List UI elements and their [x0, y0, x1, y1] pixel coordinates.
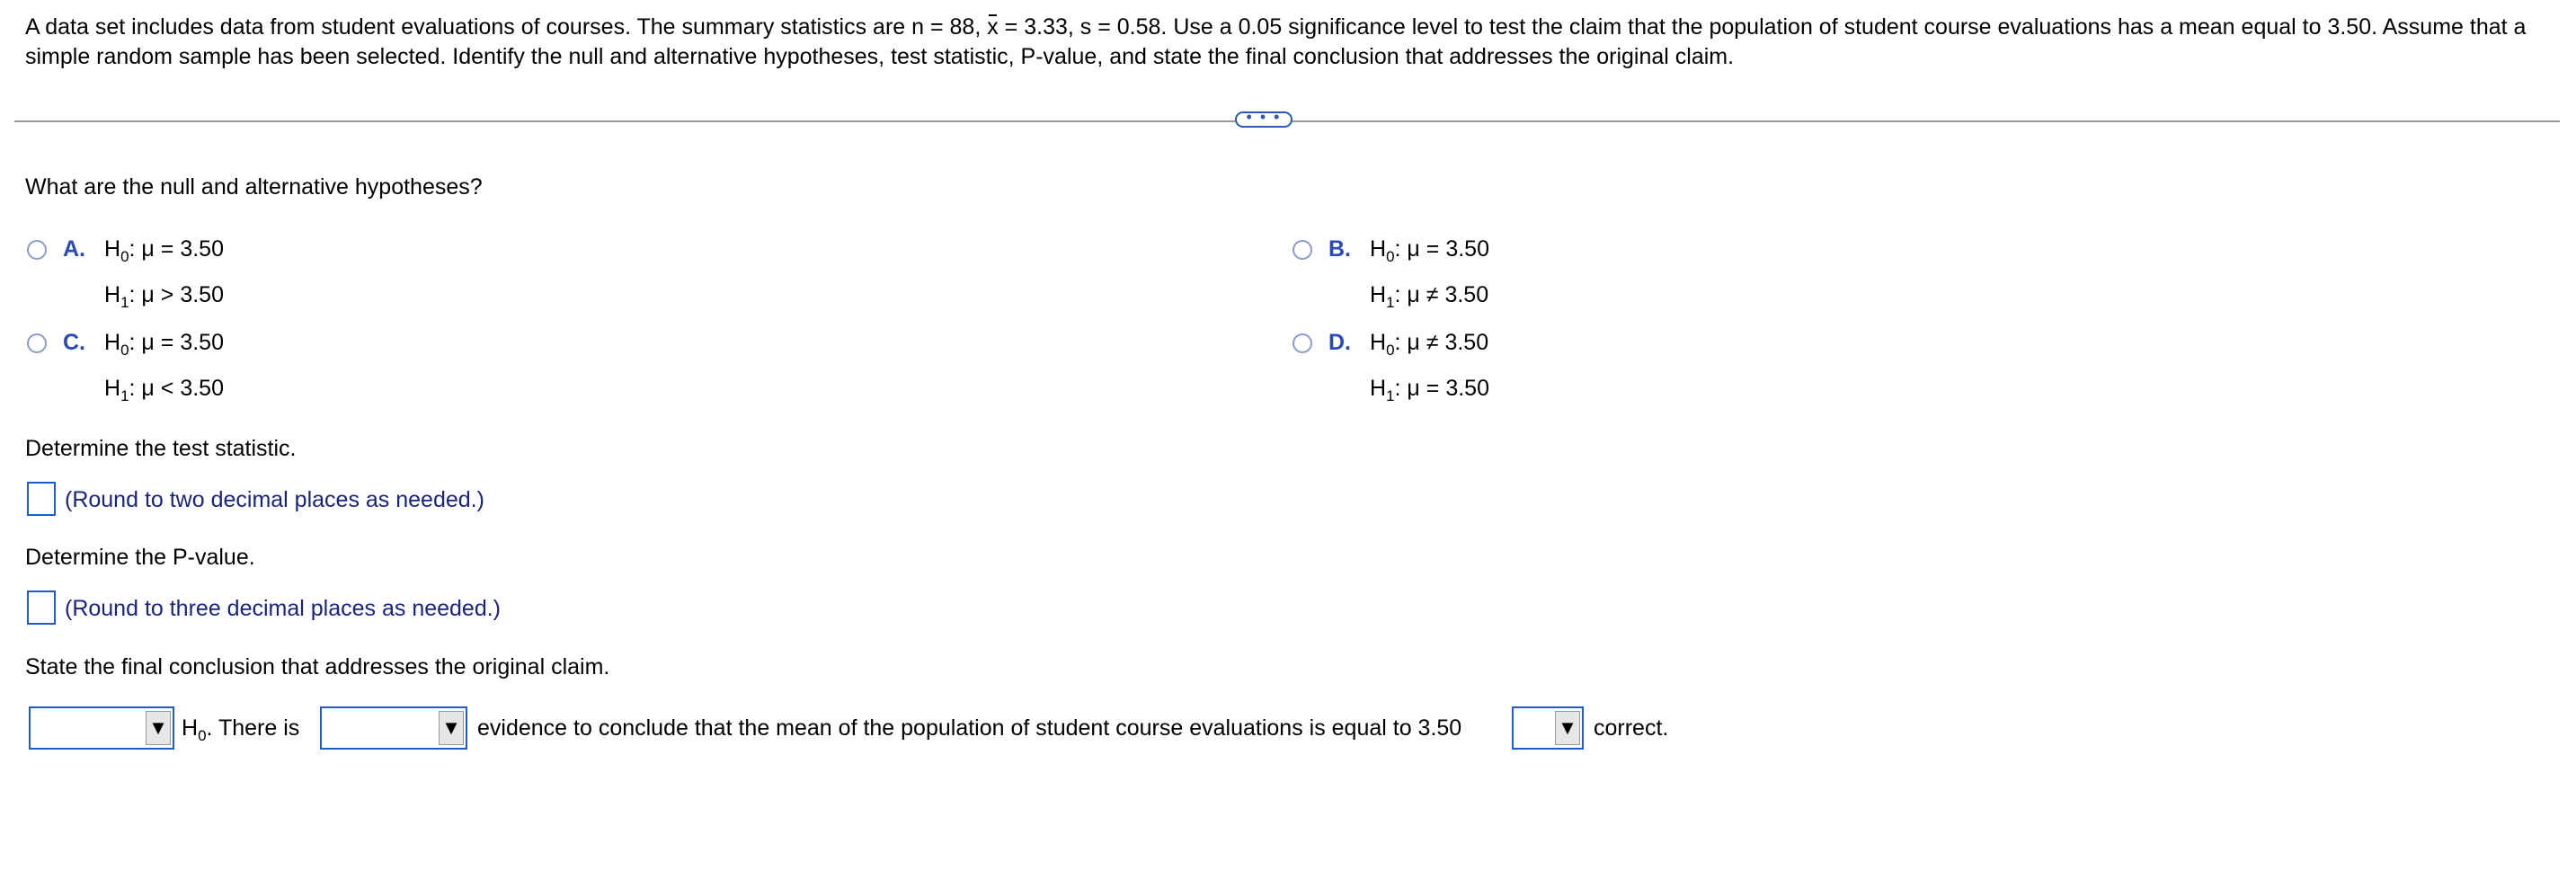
conclusion-end-text: correct.	[1594, 715, 1669, 741]
option-b-letter: B.	[1328, 236, 1351, 262]
evidence-dropdown[interactable]	[320, 706, 467, 750]
dropdown-arrow-icon[interactable]: ▼	[439, 711, 464, 745]
p-value-input[interactable]	[27, 591, 56, 625]
option-d-radio[interactable]	[1292, 333, 1312, 353]
claim-dropdown[interactable]	[1512, 706, 1584, 750]
conclusion-prompt: State the final conclusion that addresses the original claim.	[25, 654, 610, 679]
option-c-radio[interactable]	[27, 333, 47, 353]
option-a-radio[interactable]	[27, 240, 47, 260]
p-value-hint: (Round to three decimal places as needed.)	[65, 596, 502, 621]
option-c-letter: C.	[63, 330, 85, 355]
option-d-hypotheses: $H_0$: μ ≠ 3.50 $H_1$: μ = 3.50	[1370, 330, 1489, 404]
option-c-hypotheses: $H_0$: μ = 3.50 $H_1$: μ < 3.50	[104, 330, 224, 404]
test-statistic-input[interactable]	[27, 482, 56, 516]
option-b-hypotheses: $H_0$: μ = 3.50 $H_1$: μ ≠ 3.50	[1370, 236, 1489, 311]
conclusion-h0-text: $H_0$. There is	[182, 715, 300, 744]
x-bar-symbol: x	[987, 13, 999, 42]
dropdown-arrow-icon[interactable]: ▼	[146, 711, 171, 745]
hypotheses-prompt: What are the null and alternative hypotheses?	[25, 174, 483, 200]
expand-button[interactable]: • • •	[1235, 111, 1292, 128]
option-a-letter: A.	[63, 236, 85, 262]
test-statistic-hint: (Round to two decimal places as needed.)	[65, 487, 484, 512]
dropdown-arrow-icon[interactable]: ▼	[1555, 711, 1580, 745]
reject-decision-dropdown[interactable]	[29, 706, 174, 750]
question-text: A data set includes data from student evaluations of courses. The summary statistics are n = 88, x = 3.33, s = 0.58. Use a 0.05 significance level to test the claim that the population of student course evaluations has a mean equal to 3.50. Assume that a simple random sample has been selected. Identify the null and alternative hypotheses, test statistic, P-value, and state the final conclusion that addresses the original claim.	[25, 14, 2527, 69]
option-b-radio[interactable]	[1292, 240, 1312, 260]
option-a-hypotheses: $H_0$: μ = 3.50 $H_1$: μ > 3.50	[104, 236, 224, 311]
option-d-letter: D.	[1328, 330, 1351, 355]
conclusion-middle-text: evidence to conclude that the mean of the population of student course evaluations is equal to 3.50	[477, 715, 1462, 741]
p-value-prompt: Determine the P-value.	[25, 545, 255, 570]
test-statistic-prompt: Determine the test statistic.	[25, 436, 297, 461]
